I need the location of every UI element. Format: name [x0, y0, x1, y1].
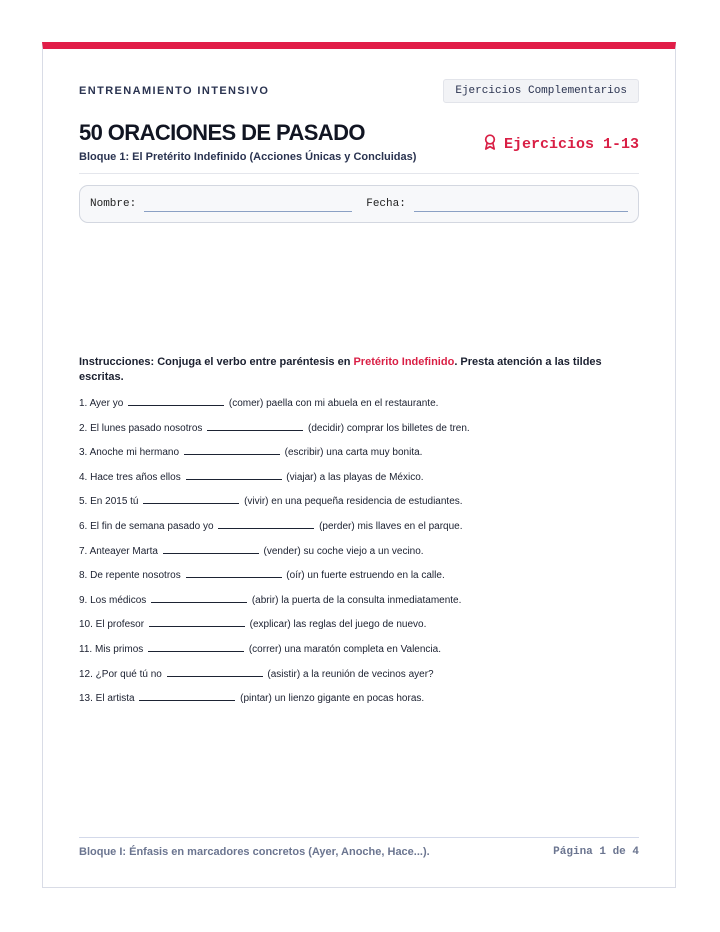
- exercise-verb-hint: (viajar) a las playas de México.: [286, 471, 424, 483]
- answer-blank[interactable]: [186, 470, 282, 480]
- instructions-highlight: Pretérito Indefinido: [353, 356, 455, 368]
- exercise-prompt: 4. Hace tres años ellos: [79, 471, 181, 483]
- page-subtitle: Bloque 1: El Pretérito Indefinido (Acciones Únicas y Concluidas): [79, 151, 417, 163]
- exercise-item: [79, 617, 470, 642]
- exercise-range-label: Ejercicios 1-13: [503, 136, 639, 153]
- exercise-item: [79, 470, 470, 495]
- instructions-text: Instrucciones: Conjuga el verbo entre paréntesis en: [79, 356, 354, 368]
- exercise-item: [79, 519, 470, 544]
- exercise-verb-hint: (asistir) a la reunión de vecinos ayer?: [267, 668, 434, 680]
- exercise-item: [79, 494, 470, 519]
- exercise-item: [79, 642, 470, 667]
- exercise-verb-hint: (correr) una maratón completa en Valencia.: [248, 643, 441, 655]
- date-field[interactable]: [414, 197, 628, 212]
- answer-blank[interactable]: [151, 593, 247, 603]
- exercise-item: [79, 544, 470, 569]
- footer-note: Bloque I: Énfasis en marcadores concretos (Ayer, Anoche, Hace...).: [79, 846, 430, 858]
- exercise-prompt: 3. Anoche mi hermano: [79, 447, 180, 459]
- answer-blank[interactable]: [149, 617, 245, 627]
- award-ribbon-icon: [483, 134, 497, 155]
- page-title: 50 ORACIONES DE PASADO: [79, 120, 365, 145]
- exercise-verb-hint: (perder) mis llaves en el parque.: [319, 520, 463, 532]
- exercise-verb-hint: (decidir) comprar los billetes de tren.: [307, 422, 470, 434]
- exercise-item: [79, 667, 470, 692]
- answer-blank[interactable]: [167, 667, 263, 677]
- header-top: [79, 79, 639, 103]
- footer-divider: [79, 837, 639, 838]
- exercise-prompt: 5. En 2015 tú: [79, 496, 139, 508]
- exercise-prompt: 10. El profesor: [79, 619, 145, 631]
- exercise-verb-hint: (vivir) en una pequeña residencia de estudiantes.: [244, 496, 463, 508]
- exercise-verb-hint: (escribir) una carta muy bonita.: [284, 447, 423, 459]
- exercise-verb-hint: (abrir) la puerta de la consulta inmediatamente.: [251, 594, 462, 606]
- exercise-item: [79, 396, 470, 421]
- date-label: Fecha:: [366, 198, 406, 210]
- title-block: [79, 121, 416, 163]
- exercise-prompt: 9. Los médicos: [79, 594, 147, 606]
- answer-blank[interactable]: [148, 642, 244, 652]
- exercise-prompt: 2. El lunes pasado nosotros: [79, 422, 203, 434]
- answer-blank[interactable]: [207, 421, 303, 431]
- answer-blank[interactable]: [218, 519, 314, 529]
- exercise-verb-hint: (pintar) un lienzo gigante en pocas horas.: [240, 693, 425, 705]
- instructions: [79, 355, 641, 385]
- exercise-verb-hint: (explicar) las reglas del juego de nuevo.: [249, 619, 427, 631]
- exercise-prompt: 6. El fin de semana pasado yo: [79, 520, 214, 532]
- title-row: [79, 121, 639, 163]
- exercise-item: [79, 421, 470, 446]
- exercise-verb-hint: (vender) su coche viejo a un vecino.: [263, 545, 424, 557]
- exercise-item: [79, 593, 470, 618]
- exercise-verb-hint: (comer) paella con mi abuela en el restaurante.: [228, 398, 439, 409]
- answer-blank[interactable]: [163, 544, 259, 554]
- exercise-prompt: 11. Mis primos: [79, 643, 144, 655]
- answer-blank[interactable]: [184, 445, 280, 455]
- kicker-label: ENTRENAMIENTO INTENSIVO: [79, 85, 270, 97]
- answer-blank[interactable]: [139, 691, 235, 701]
- exercise-prompt: 8. De repente nosotros: [79, 570, 181, 582]
- exercise-item: [79, 691, 470, 716]
- answer-blank[interactable]: [143, 494, 239, 504]
- category-tag: Ejercicios Complementarios: [443, 79, 639, 103]
- instructions-text-end: . Presta atención a las tildes escritas.: [79, 356, 602, 383]
- page-number: Página 1 de 4: [553, 846, 639, 858]
- answer-blank[interactable]: [128, 396, 224, 406]
- exercise-verb-hint: (oír) un fuerte estruendo en la calle.: [286, 570, 445, 582]
- name-field[interactable]: [144, 197, 352, 212]
- exercise-item: [79, 568, 470, 593]
- exercise-item: [79, 445, 470, 470]
- exercise-prompt: 7. Anteayer Marta: [79, 545, 158, 557]
- worksheet-page: [42, 42, 676, 888]
- exercise-prompt: 13. El artista: [79, 693, 135, 705]
- student-info-box: [79, 185, 639, 223]
- header-divider: [79, 173, 639, 174]
- exercise-list: [79, 396, 470, 716]
- exercise-range: [483, 134, 639, 155]
- answer-blank[interactable]: [186, 568, 282, 578]
- exercise-prompt: 1. Ayer yo: [79, 398, 124, 409]
- footer: [79, 846, 639, 858]
- name-label: Nombre:: [90, 198, 137, 210]
- exercise-prompt: 12. ¿Por qué tú no: [79, 668, 162, 680]
